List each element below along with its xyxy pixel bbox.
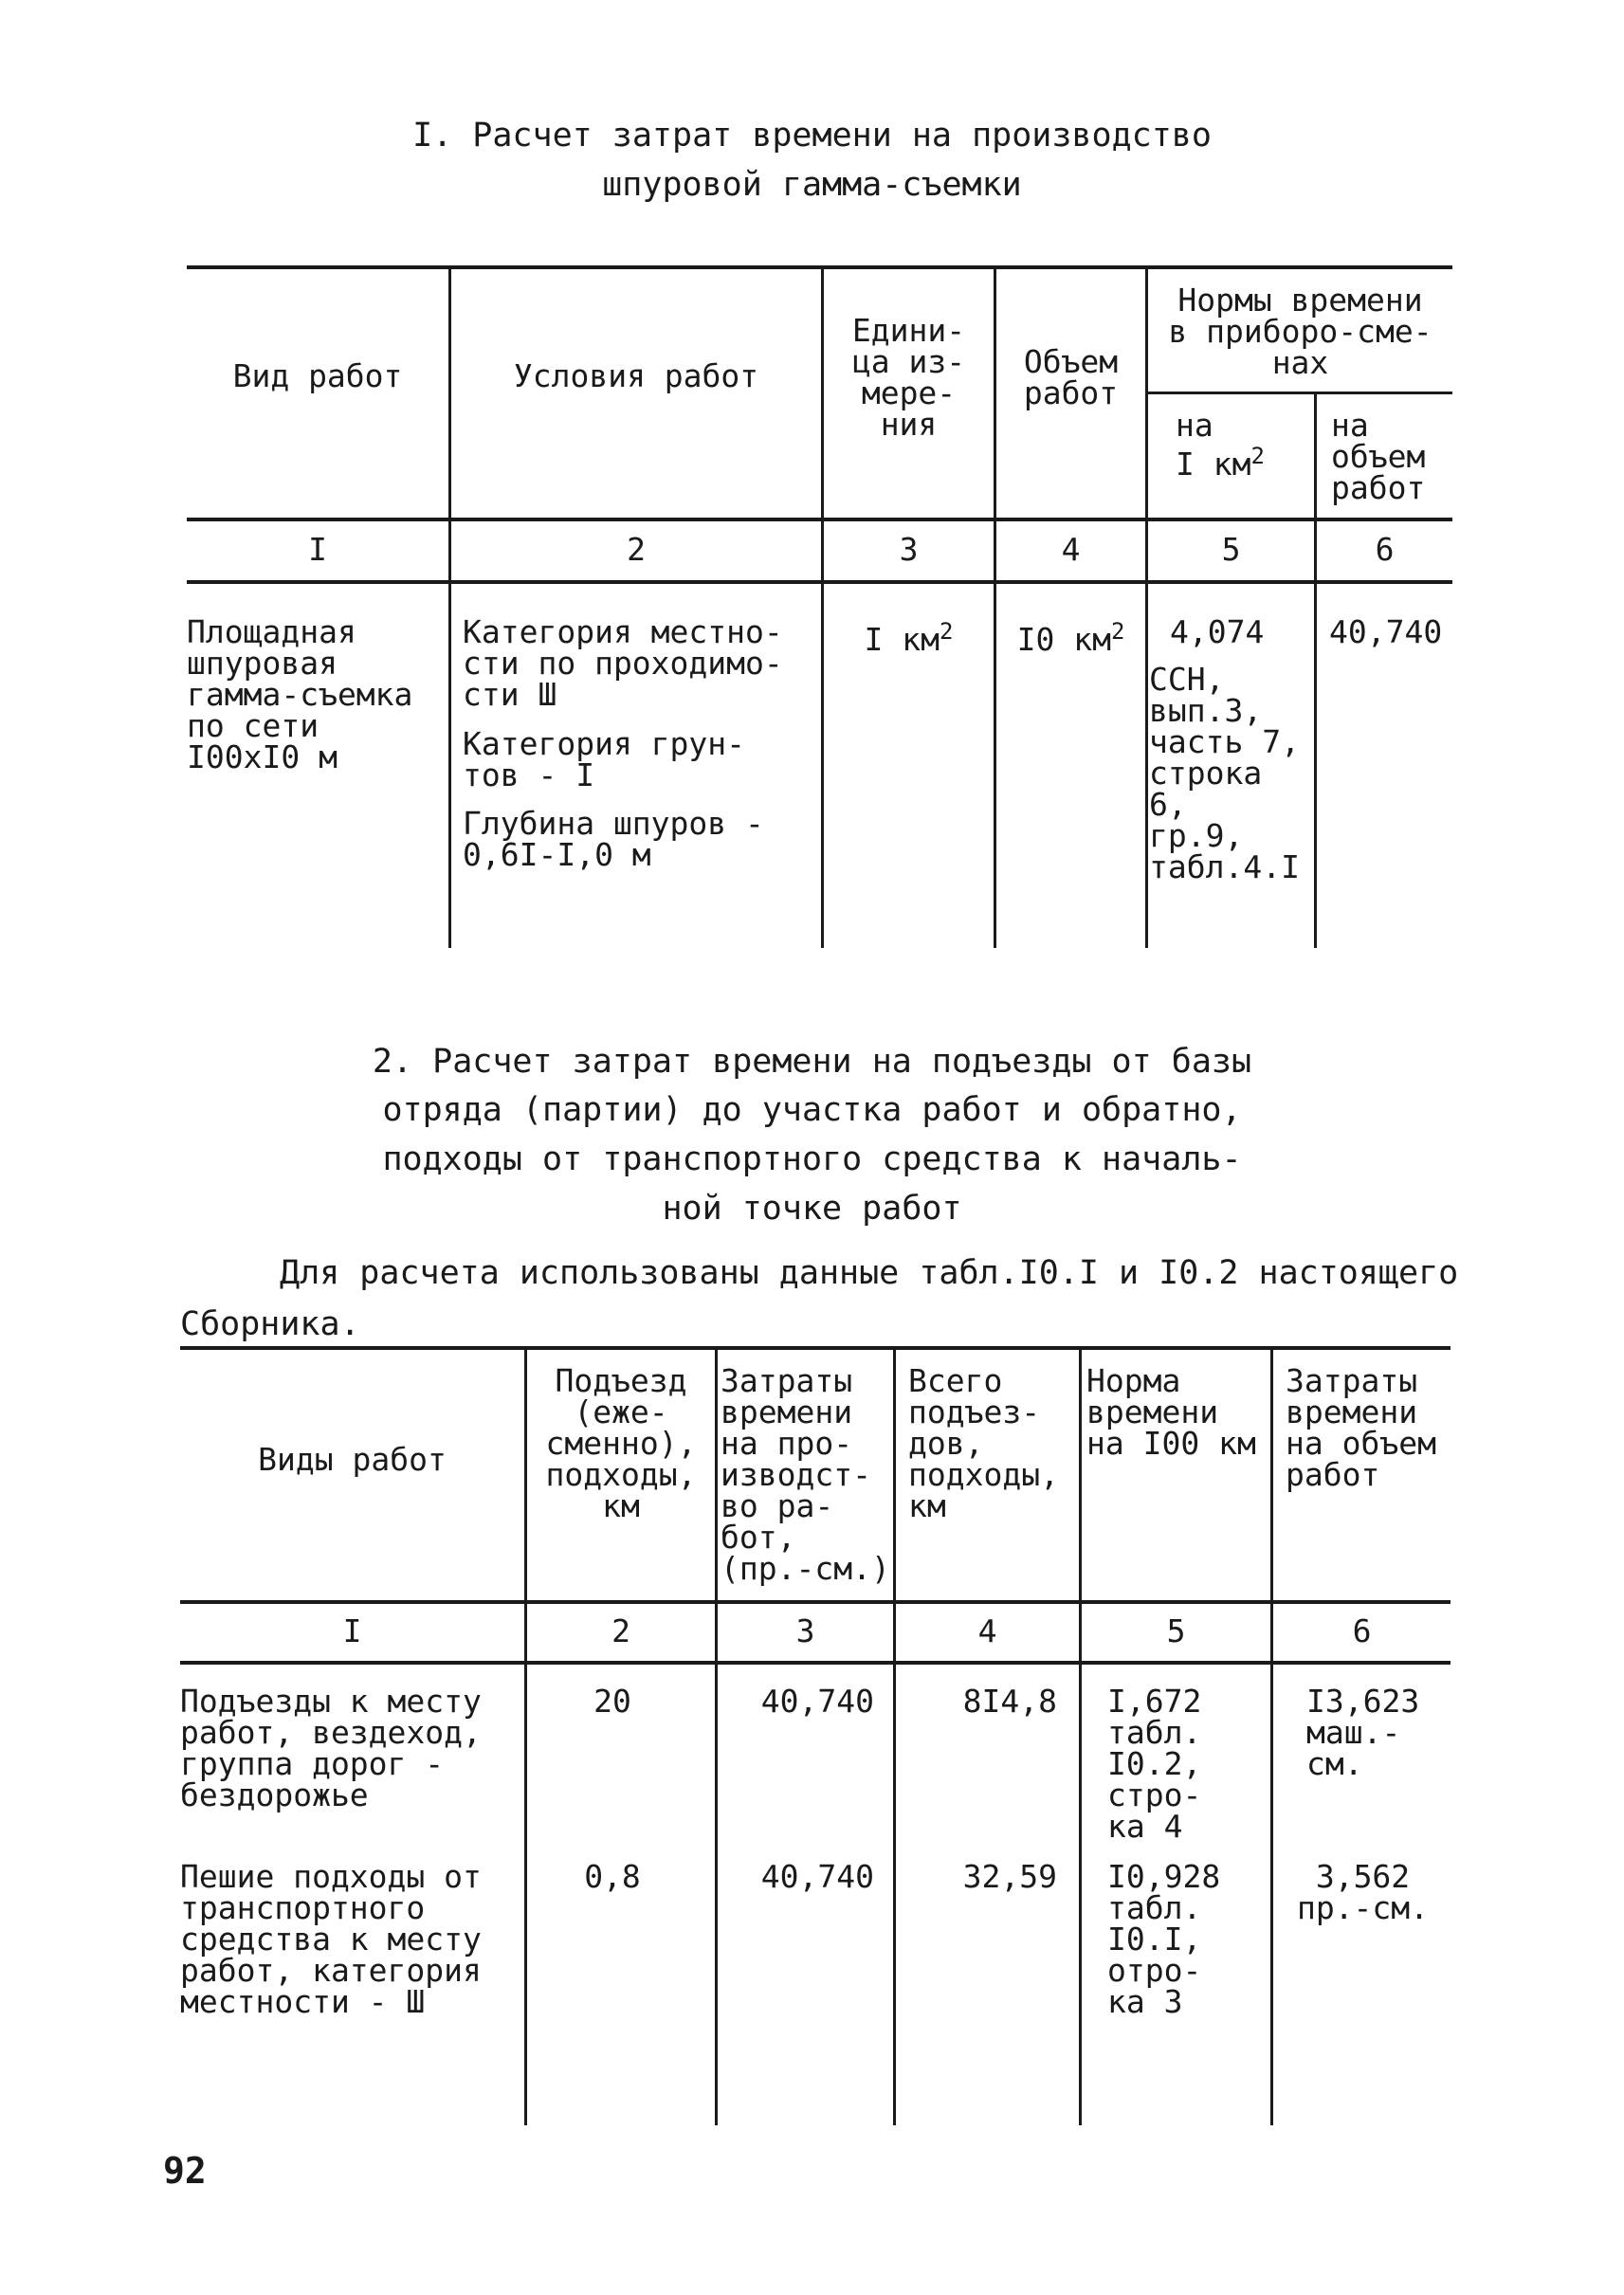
table2-header-trip: Подъезд (еже- сменно), подходы, км (545, 1362, 697, 1524)
table1-header-per-km-text: на I км (1176, 407, 1251, 483)
table2-row2-volume-time: 3,562 пр.-см. (1296, 1858, 1430, 1926)
table2-colnum-2: 2 (611, 1612, 630, 1649)
table1-header-conditions: Условия работ (513, 357, 759, 394)
table1-number-rule (187, 580, 1452, 584)
table1-colnum-1: I (308, 531, 327, 568)
table1-row-volume-norm: 40,740 (1329, 613, 1443, 650)
table2-row1-trip: 20 (593, 1683, 631, 1720)
table1-header-per-km (1176, 407, 1308, 483)
page-number: 92 (163, 2150, 207, 2192)
table2-vrule-3 (893, 1348, 896, 2125)
section1-title-line1: I. Расчет затрат времени на производство (412, 117, 1212, 155)
table1-colnum-3: 3 (899, 531, 919, 568)
table2-header-norm: Норма времени на I00 км (1086, 1362, 1256, 1462)
table2-top-rule (180, 1346, 1451, 1350)
table1-row-work-type: Площадная шпуровая гамма-съемка по сети I00хI0 м (187, 613, 413, 775)
table2-vrule-2 (715, 1348, 718, 2125)
table1-row-norm-reference: ССН, вып.3, часть 7, строка 6, гр.9, табл.4.I (1149, 661, 1300, 885)
table1-row-unit-sup: 2 (940, 618, 954, 645)
table2-vrule-4 (1079, 1348, 1082, 2125)
table2-header-volume-time: Затраты времени на объем работ (1286, 1362, 1436, 1493)
table1-header-norms: Нормы времени в приборо-сме- нах (1168, 282, 1432, 381)
table2-row1-norm: I,672 табл. I0.2, стро- ка 4 (1107, 1683, 1202, 1845)
table1-colnum-5: 5 (1221, 531, 1241, 568)
table1-row-volume-sup: 2 (1110, 618, 1125, 645)
table1-row-unit (824, 616, 994, 658)
table2-row1-volume-time: I3,623 маш.- см. (1306, 1683, 1420, 1782)
table1-top-rule (187, 265, 1452, 269)
table2-vrule-5 (1270, 1348, 1273, 2125)
table1-row-norm-value: 4,074 (1170, 613, 1265, 650)
table2-header-time-spent: Затраты времени на про- изводст- во ра- бот, (пр.-см.) (721, 1362, 890, 1587)
table1-row-condition-soil: Категория грун- тов - I (463, 725, 746, 793)
section2-paragraph-line2: Сборника. (180, 1305, 360, 1343)
table1-header-per-volume: на объем работ (1331, 407, 1426, 506)
table1-row-volume-text: I0 км (1016, 621, 1111, 658)
table2-colnum-5: 5 (1166, 1612, 1186, 1649)
section2-title-line2: отряда (партии) до участка работ и обратно, (382, 1091, 1242, 1129)
table2-colnum-6: 6 (1352, 1612, 1372, 1649)
table1-header-type: Вид работ (232, 357, 403, 394)
table2-row2-total: 32,59 (962, 1858, 1057, 1895)
table2-row1-work-type: Подъезды к месту работ, вездеход, группа дорог - бездорожье (180, 1683, 482, 1813)
table1-colnum-2: 2 (627, 531, 646, 568)
table1-colnum-6: 6 (1375, 531, 1395, 568)
table2-header-rule (180, 1600, 1451, 1604)
table2-header-type: Виды работ (258, 1441, 447, 1478)
table2-row2-norm: I0,928 табл. I0.I, отро- ка 3 (1107, 1858, 1221, 2020)
table1-header-rule (187, 518, 1452, 521)
table1-row-condition-depth: Глубина шпуров - 0,6I-I,0 м (463, 805, 764, 873)
table2-colnum-3: 3 (795, 1612, 815, 1649)
table1-header-per-km-sup: 2 (1250, 443, 1265, 469)
table1-colnum-4: 4 (1061, 531, 1081, 568)
table2-colnum-1: I (342, 1612, 362, 1649)
table1-row-volume (996, 616, 1145, 658)
table1-header-volume: Объем работ (1023, 343, 1119, 411)
table2-row2-trip: 0,8 (584, 1858, 641, 1895)
table2-row1-time-spent: 40,740 (760, 1683, 874, 1720)
section2-title-line3: подходы от транспортного средства к началь- (382, 1140, 1242, 1178)
section2-title-line4: ной точке работ (662, 1190, 962, 1228)
table1-subheader-rule (1147, 392, 1452, 394)
table1-row-condition-terrain: Категория местно- сти по проходимо- сти Ш (463, 613, 783, 713)
table2-row1-total: 8I4,8 (962, 1683, 1057, 1720)
section1-title-line2: шпуровой гамма-съемки (602, 166, 1022, 204)
table2-number-rule (180, 1661, 1451, 1665)
table2-row2-time-spent: 40,740 (760, 1858, 874, 1895)
table2-colnum-4: 4 (977, 1612, 997, 1649)
section2-title-line1: 2. Расчет затрат времени на подъезды от базы (372, 1043, 1252, 1081)
table1-header-unit: Едини- ца из- мере- ния (851, 312, 966, 443)
table1-row-unit-text: I км (864, 621, 940, 658)
table2-header-total: Всего подъез- дов, подходы, км (908, 1362, 1059, 1524)
table2-row2-work-type: Пешие подходы от транспортного средства к месту работ, категория местности - Ш (180, 1858, 482, 2020)
section2-paragraph-line1: Для расчета использованы данные табл.I0.I и I0.2 настоящего (280, 1254, 1459, 1292)
